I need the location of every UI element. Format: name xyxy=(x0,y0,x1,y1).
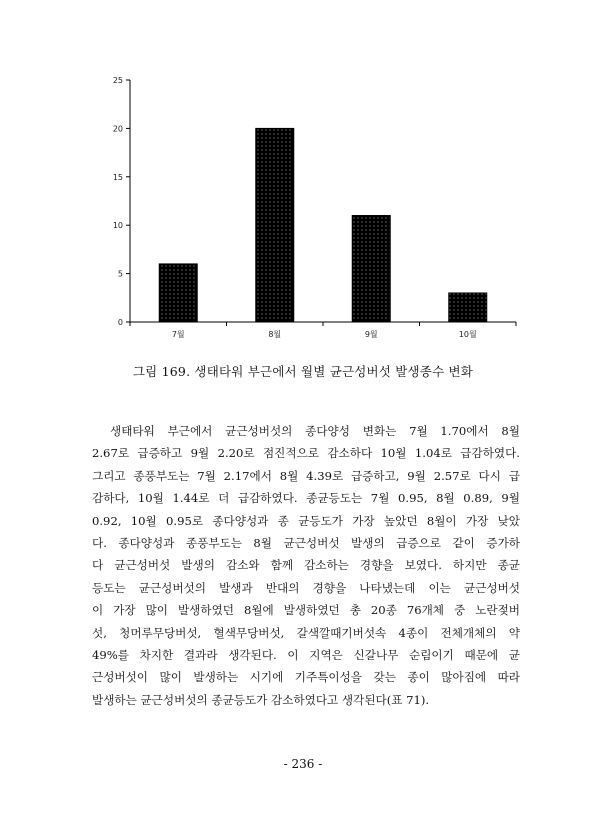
x-tick-label: 9월 xyxy=(364,330,378,339)
paragraph-line: 0.92, 10월 0.95로 종다양성과 종 균등도가 가장 높았던 8월이 가장 낮았 xyxy=(92,513,520,528)
page-number: - 236 - xyxy=(283,757,323,771)
paragraph-line: 생태타워 부근에서 균근성버섯의 종다양성 변화는 7월 1.70에서 8월 xyxy=(110,424,520,438)
bar-10월 xyxy=(449,293,487,322)
paragraph-line: 등도는 균근성버섯의 발생과 반대의 경향을 나타냈는데 이는 균근성버섯 xyxy=(92,580,520,595)
plot-area xyxy=(113,76,516,339)
paragraph-line: 이 가장 많이 발생하였던 8월에 발생하였던 총 20종 76개체 중 노란젖버 xyxy=(92,603,520,618)
paragraph-line: 다. 종다양성과 종풍부도는 8월 균근성버섯 발생의 급증으로 같이 증가하 xyxy=(92,536,520,551)
body-paragraph xyxy=(92,420,520,711)
paragraph-line: 다 균근성버섯 발생의 감소와 함께 감소하는 경향을 보였다. 하지만 종균 xyxy=(92,558,520,573)
y-tick-label: 10 xyxy=(112,221,123,231)
x-tick-label: 10월 xyxy=(458,330,477,339)
bar-9월 xyxy=(352,216,390,322)
bar-chart xyxy=(100,68,530,358)
y-tick-label: 0 xyxy=(117,318,123,327)
y-tick-label: 15 xyxy=(112,172,123,182)
paragraph-line: 2.67로 급증하고 9월 2.20로 점진적으로 감소하다 10월 1.04로 급감하였다. xyxy=(92,446,520,461)
paragraph-line: 감하다, 10월 1.44로 더 급감하였다. 종균등도는 7월 0.95, 8월 0.89, 9월 xyxy=(92,491,520,506)
figure-caption: 그림 169. 생태타워 부근에서 월별 균근성버섯 발생종수 변화 xyxy=(132,364,474,379)
x-tick-label: 8월 xyxy=(268,330,282,339)
y-tick-label: 25 xyxy=(112,76,123,85)
y-tick-label: 20 xyxy=(112,124,123,134)
paragraph-line: 발생하는 균근성버섯의 종균등도가 감소하였다고 생각된다(표 71). xyxy=(92,692,430,707)
paragraph-line: 그리고 종풍부도는 7월 2.17에서 8월 4.39로 급증하고, 9월 2.57로 다시 급 xyxy=(92,468,520,483)
paragraph-line: 섯, 청머루무당버섯, 혈색무당버섯, 갈색깔때기버섯속 4종이 전체개체의 약 xyxy=(92,625,520,640)
bar-7월 xyxy=(159,264,197,322)
bar-8월 xyxy=(256,128,294,322)
paragraph-line: 49%를 차지한 결과라 생각된다. 이 지역은 신갈나무 순림이기 때문에 균 xyxy=(92,648,520,663)
paragraph-line: 근성버섯이 많이 발생하는 시기에 기주특이성을 갖는 종이 많아짐에 따라 xyxy=(92,670,520,685)
y-tick-label: 5 xyxy=(117,269,123,279)
x-tick-label: 7월 xyxy=(171,330,185,339)
